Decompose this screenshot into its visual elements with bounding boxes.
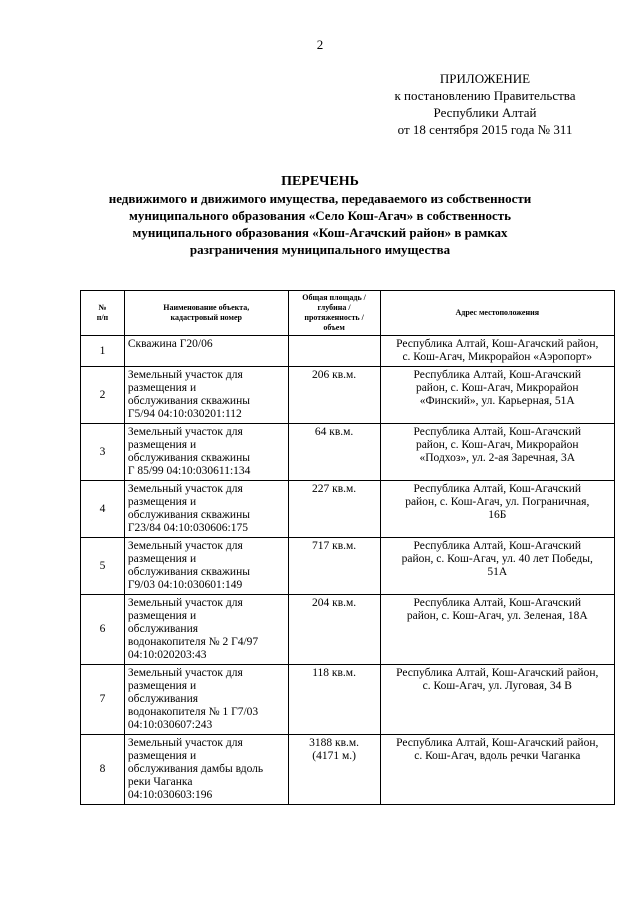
heading-line: разграничения муниципального имущества xyxy=(189,242,451,257)
row-number: 3 xyxy=(81,424,125,481)
object-area xyxy=(288,538,380,595)
cell-line: с. Кош-Агач, ул. Луговая, 34 В xyxy=(422,680,572,692)
table-row xyxy=(81,336,615,367)
document-heading xyxy=(60,173,580,258)
object-name xyxy=(124,538,288,595)
row-number: 8 xyxy=(81,735,125,805)
row-number: 5 xyxy=(81,538,125,595)
cell-line: 04:10:030607:243 xyxy=(127,719,213,731)
object-name xyxy=(124,735,288,805)
cell-line: Республика Алтай, Кош-Агачский xyxy=(413,426,582,438)
cell-line: водонакопителя № 1 Г7/03 xyxy=(127,706,259,718)
cell-line: размещения и xyxy=(127,680,197,692)
header-area xyxy=(288,291,380,336)
cell-line: Земельный участок для xyxy=(127,483,243,495)
cell-line: Наименование объекта, xyxy=(163,303,250,312)
heading-line: муниципального образования «Село Кош-Агач» в собственность xyxy=(128,208,512,223)
object-area xyxy=(288,424,380,481)
object-name xyxy=(124,336,288,367)
cell-line: обслуживания скважины xyxy=(127,566,250,578)
cell-line: 206 кв.м. xyxy=(312,369,357,381)
object-address xyxy=(380,336,614,367)
cell-line: 227 кв.м. xyxy=(312,483,357,495)
object-address xyxy=(380,665,614,735)
cell-line: район, с. Кош-Агач, ул. 40 лет Победы, xyxy=(401,553,593,565)
row-number: 7 xyxy=(81,665,125,735)
object-name xyxy=(124,595,288,665)
cell-line: район, с. Кош-Агач, Микрорайон xyxy=(415,439,579,451)
table-row xyxy=(81,665,615,735)
cell-line: 16Б xyxy=(488,509,507,521)
cell-line: Земельный участок для xyxy=(127,597,243,609)
object-name xyxy=(124,481,288,538)
table-body xyxy=(81,336,615,805)
cell-line: 118 кв.м. xyxy=(312,667,356,679)
object-address xyxy=(380,481,614,538)
object-address xyxy=(380,595,614,665)
cell-line: Земельный участок для xyxy=(127,667,243,679)
cell-line: обслуживания скважины xyxy=(127,395,250,407)
table-header-row xyxy=(81,291,615,336)
table-row xyxy=(81,367,615,424)
object-address xyxy=(380,538,614,595)
document-title: ПЕРЕЧЕНЬ xyxy=(281,174,359,189)
cell-line: объем xyxy=(323,323,345,332)
row-number: 1 xyxy=(81,336,125,367)
cell-line: «Подхоз», ул. 2-ая Заречная, 3А xyxy=(419,452,576,464)
heading-line: муниципального образования «Кош-Агачский район» в рамках xyxy=(132,225,508,240)
cell-line: Земельный участок для xyxy=(127,540,243,552)
appendix-line: к постановлению Правительства xyxy=(394,88,576,103)
cell-line: (4171 м.) xyxy=(312,750,356,762)
table-row xyxy=(81,595,615,665)
cell-line: район, с. Кош-Агач, ул. Пограничная, xyxy=(405,496,590,508)
cell-line: Скважина Г20/06 xyxy=(127,338,213,350)
cell-line: Г9/03 04:10:030601:149 xyxy=(127,579,243,591)
cell-line: Республика Алтай, Кош-Агачский район, xyxy=(396,737,599,749)
cell-line: глубина / xyxy=(317,303,351,312)
cell-line: обслуживания дамбы вдоль xyxy=(127,763,264,775)
cell-line: 04:10:030603:196 xyxy=(127,789,213,801)
cell-line: Земельный участок для xyxy=(127,426,243,438)
cell-line: Адрес местоположения xyxy=(455,308,540,317)
table-row xyxy=(81,735,615,805)
table-row xyxy=(81,481,615,538)
appendix-block xyxy=(360,70,610,138)
cell-line: водонакопителя № 2 Г4/97 xyxy=(127,636,259,648)
object-area xyxy=(288,665,380,735)
table-row xyxy=(81,424,615,481)
cell-line: Г 85/99 04:10:030611:134 xyxy=(127,465,251,477)
cell-line: Г5/94 04:10:030201:112 xyxy=(127,408,242,420)
cell-line: размещения и xyxy=(127,496,197,508)
cell-line: обслуживания xyxy=(127,693,199,705)
cell-line: кадастровый номер xyxy=(170,313,242,322)
cell-line: размещения и xyxy=(127,382,197,394)
object-name xyxy=(124,665,288,735)
cell-line: Г23/84 04:10:030606:175 xyxy=(127,522,248,534)
cell-line: Республика Алтай, Кош-Агачский xyxy=(413,369,582,381)
cell-line: реки Чаганка xyxy=(127,776,193,788)
cell-line: Республика Алтай, Кош-Агачский xyxy=(413,597,582,609)
row-number: 4 xyxy=(81,481,125,538)
row-number: 6 xyxy=(81,595,125,665)
cell-line: Республика Алтай, Кош-Агачский район, xyxy=(396,667,599,679)
cell-line: обслуживания скважины xyxy=(127,509,250,521)
cell-line: 51А xyxy=(487,566,508,578)
object-name xyxy=(124,424,288,481)
object-area xyxy=(288,367,380,424)
appendix-line: от 18 сентября 2015 года № 311 xyxy=(397,122,573,137)
cell-line: Республика Алтай, Кош-Агачский xyxy=(413,483,582,495)
cell-line: Республика Алтай, Кош-Агачский район, xyxy=(396,338,599,350)
object-address xyxy=(380,424,614,481)
object-area xyxy=(288,735,380,805)
cell-line: с. Кош-Агач, Микрорайон «Аэропорт» xyxy=(402,351,593,363)
cell-line: 64 кв.м. xyxy=(314,426,354,438)
cell-line: 04:10:020203:43 xyxy=(127,649,207,661)
cell-line: район, с. Кош-Агач, Микрорайон xyxy=(415,382,579,394)
cell-line: 717 кв.м. xyxy=(312,540,357,552)
object-address xyxy=(380,735,614,805)
cell-line: Республика Алтай, Кош-Агачский xyxy=(413,540,582,552)
cell-line: обслуживания скважины xyxy=(127,452,250,464)
cell-line: с. Кош-Агач, вдоль речки Чаганка xyxy=(414,750,581,762)
cell-line: протяженность / xyxy=(304,313,364,322)
cell-line: размещения и xyxy=(127,553,197,565)
property-table xyxy=(80,290,615,805)
cell-line: № xyxy=(98,303,107,312)
cell-line: Земельный участок для xyxy=(127,369,243,381)
page-number: 2 xyxy=(316,37,324,52)
cell-line: 204 кв.м. xyxy=(312,597,357,609)
object-name xyxy=(124,367,288,424)
row-number: 2 xyxy=(81,367,125,424)
table-row xyxy=(81,538,615,595)
cell-line: район, с. Кош-Агач, ул. Зеленая, 18А xyxy=(406,610,588,622)
object-address xyxy=(380,367,614,424)
header-name xyxy=(124,291,288,336)
cell-line: обслуживания xyxy=(127,623,199,635)
cell-line: Общая площадь / xyxy=(302,293,366,302)
cell-line: размещения и xyxy=(127,750,197,762)
header-address xyxy=(380,291,614,336)
object-area xyxy=(288,336,380,367)
cell-line: п/п xyxy=(96,313,109,322)
cell-line: «Финский», ул. Карьерная, 51А xyxy=(419,395,575,407)
cell-line: размещения и xyxy=(127,610,197,622)
object-area xyxy=(288,481,380,538)
cell-line: 3188 кв.м. xyxy=(309,737,360,749)
cell-line: размещения и xyxy=(127,439,197,451)
appendix-line: Республики Алтай xyxy=(433,105,537,120)
header-num xyxy=(81,291,125,336)
object-area xyxy=(288,595,380,665)
heading-line: недвижимого и движимого имущества, передаваемого из собственности xyxy=(108,191,532,206)
appendix-line: ПРИЛОЖЕНИЕ xyxy=(439,71,531,86)
cell-line: Земельный участок для xyxy=(127,737,243,749)
